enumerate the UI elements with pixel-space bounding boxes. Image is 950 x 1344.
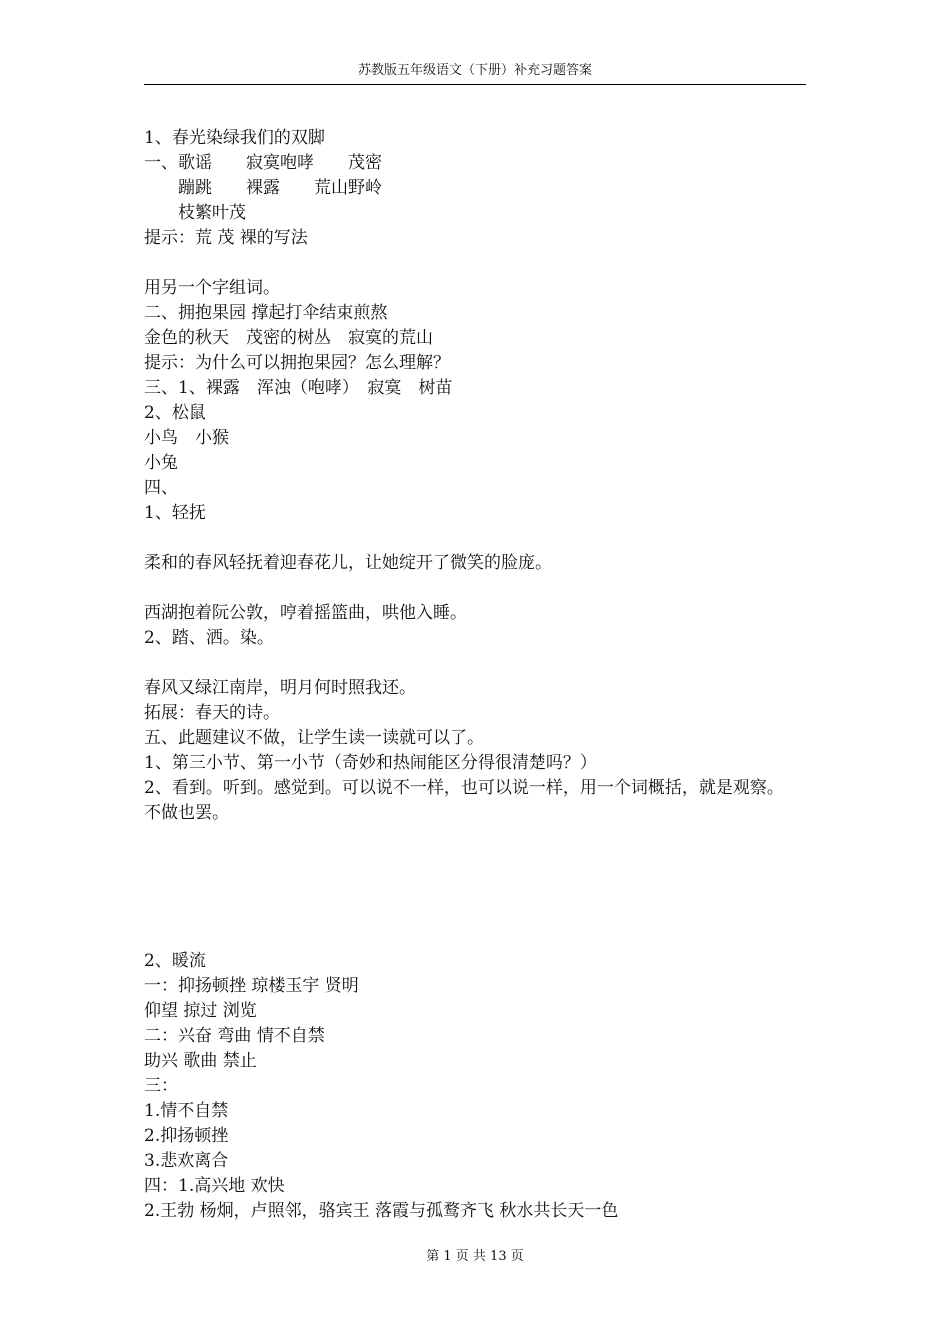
answer-line: 一、歌谣 寂寞咆哮 茂密 [144, 153, 382, 173]
answer-line: 3.悲欢离合 [144, 1151, 229, 1171]
answer-line: 二、拥抱果园 撑起打伞结束煎熬 [144, 303, 388, 323]
answer-line: 助兴 歌曲 禁止 [144, 1051, 257, 1071]
answer-line: 一：抑扬顿挫 琼楼玉宇 贤明 [144, 976, 359, 996]
blank-line [144, 251, 824, 276]
section-title: 2、暖流 [144, 951, 206, 971]
answer-line: 小鸟 小猴 [144, 428, 229, 448]
hint-line: 提示：为什么可以拥抱果园？怎么理解？ [144, 353, 450, 373]
answer-line: 枝繁叶茂 [144, 203, 246, 223]
answer-line: 1、第三小节、第一小节（奇妙和热闹能区分得很清楚吗？） [144, 753, 597, 773]
blank-line [144, 526, 824, 551]
answer-line: 仰望 掠过 浏览 [144, 1001, 257, 1021]
answer-line: 五、此题建议不做，让学生读一读就可以了。 [144, 728, 484, 748]
answer-line: 三、1、裸露 浑浊（咆哮） 寂寞 树苗 [144, 378, 453, 398]
answer-line: 柔和的春风轻抚着迎春花儿，让她绽开了微笑的脸庞。 [144, 553, 552, 573]
answer-line: 2.抑扬顿挫 [144, 1126, 229, 1146]
answer-line: 四、 [144, 478, 178, 498]
header-title: 苏教版五年级语文（下册）补充习题答案 [357, 63, 592, 78]
answer-line: 小兔 [144, 453, 178, 473]
answer-line: 金色的秋天 茂密的树丛 寂寞的荒山 [144, 328, 433, 348]
answer-line: 2、松鼠 [144, 403, 206, 423]
document-body [144, 126, 824, 1224]
section-title: 1、春光染绿我们的双脚 [144, 128, 325, 148]
answer-line: 1、轻抚 [144, 503, 206, 523]
blank-line [144, 651, 824, 676]
answer-line: 2、看到。听到。感觉到。可以说不一样，也可以说一样，用一个词概括，就是观察。 [144, 778, 784, 798]
page-footer [0, 1248, 950, 1266]
section-gap [144, 826, 824, 949]
answer-line: 二：兴奋 弯曲 情不自禁 [144, 1026, 325, 1046]
answer-line: 四：1.高兴地 欢快 [144, 1176, 285, 1196]
answer-line: 不做也罢。 [144, 803, 229, 823]
answer-line: 1.情不自禁 [144, 1101, 229, 1121]
blank-line [144, 576, 824, 601]
section-1-chunqiang [144, 126, 824, 826]
hint-line: 提示：荒 茂 裸的写法 [144, 228, 308, 248]
answer-line: 拓展：春天的诗。 [144, 703, 280, 723]
page-number: 第 1 页 共 13 页 [426, 1249, 524, 1264]
answer-line: 用另一个字组词。 [144, 278, 280, 298]
answer-line: 春风又绿江南岸，明月何时照我还。 [144, 678, 416, 698]
page-header [144, 62, 806, 85]
answer-line: 三： [144, 1076, 178, 1096]
answer-line: 2、踏、洒。染。 [144, 628, 274, 648]
section-2-nuanliu [144, 949, 824, 1224]
answer-line: 西湖抱着阮公敦，哼着摇篮曲，哄他入睡。 [144, 603, 467, 623]
answer-line: 2.王勃 杨炯，卢照邻，骆宾王 落霞与孤鹜齐飞 秋水共长天一色 [144, 1201, 619, 1221]
answer-line: 蹦跳 裸露 荒山野岭 [144, 178, 382, 198]
